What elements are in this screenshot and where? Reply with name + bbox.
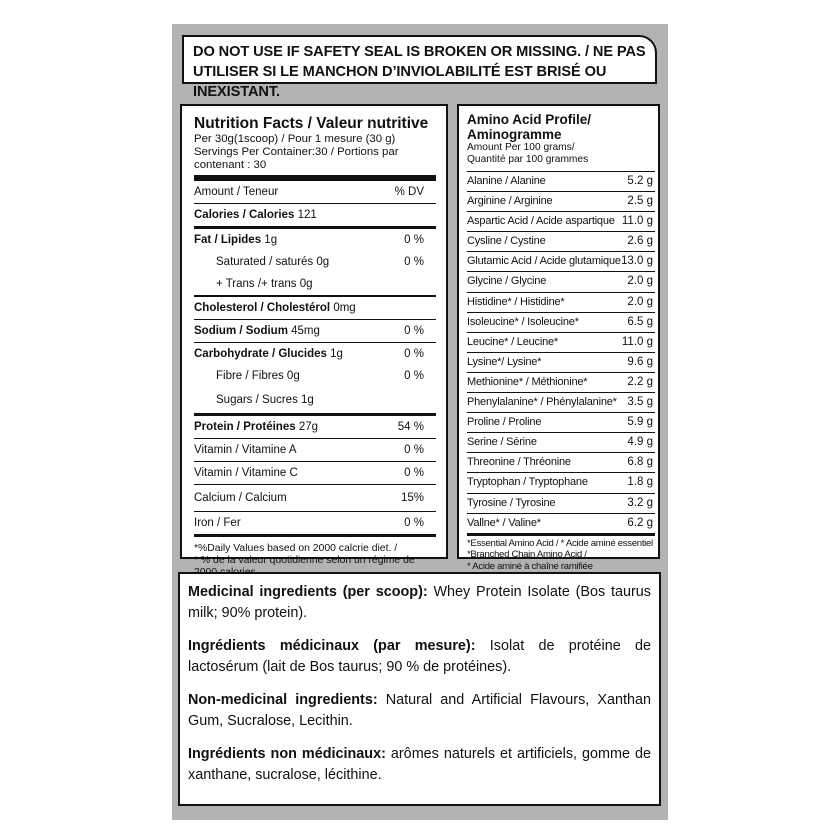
safety-seal-warning — [182, 35, 657, 100]
amino-value: 4.9 g — [627, 436, 653, 449]
amino-row — [467, 452, 655, 472]
iron-row — [194, 511, 436, 534]
carbohydrate-label: Carbohydrate / Glucides — [194, 348, 327, 360]
sodium-dv: 0 % — [404, 325, 424, 337]
ingredients-box — [178, 572, 661, 806]
amino-value: 11.0 g — [621, 335, 653, 348]
amino-row — [467, 493, 655, 513]
amino-value: 13.0 g — [621, 255, 653, 268]
amino-row — [467, 372, 655, 392]
amino-name: Tyrosine / Tyrosine — [467, 496, 556, 509]
protein-dv: 54 % — [397, 421, 424, 433]
amino-row — [467, 412, 655, 432]
amino-title-1: Amino Acid Profile/ — [467, 112, 592, 127]
amino-name: Alanine / Alanine — [467, 175, 546, 187]
vitamin-c-dv: 0 % — [404, 467, 424, 479]
amino-name: Vallne* / Valine* — [467, 516, 541, 529]
amino-value: 9.6 g — [627, 355, 653, 368]
medicinal-fr-text: Isolat de protéine de lactosérum (lait de Bos taurus; 90 % de protéines). — [188, 638, 652, 675]
amino-name: Threonine / Thréonine — [467, 456, 571, 469]
amino-value: 11.0 g — [621, 215, 653, 228]
calories-value: 121 — [297, 209, 317, 221]
amino-row — [467, 312, 655, 332]
calcium-dv: 15% — [400, 492, 424, 504]
trans-row — [194, 273, 436, 295]
amino-row — [467, 271, 655, 291]
vitamin-a-label: Vitamin / Vitamine A — [194, 444, 297, 456]
amino-value: 2.6 g — [627, 235, 653, 248]
trans-label: + Trans /+ trans 0g — [216, 278, 313, 290]
footnote-line-2: * % de la valeur quotidienne selon un régime de — [194, 555, 415, 566]
amino-sub-2: Quantité par 100 grammes — [467, 153, 589, 165]
amino-row — [467, 513, 655, 533]
amino-value: 6.5 g — [627, 315, 653, 328]
amino-value: 2.2 g — [627, 375, 653, 388]
vitamin-c-label: Vitamin / Vitamine C — [194, 467, 298, 479]
amino-name: Arginine / Arginine — [467, 195, 553, 208]
protein-row — [194, 416, 436, 438]
serving-size: Per 30g(1scoop) / Pour 1 mesure (30 g) — [194, 133, 396, 145]
amino-name: Glutamic Acid / Acide glutamique — [467, 255, 621, 268]
carbohydrate-dv: 0 % — [404, 348, 424, 360]
fat-value: 1g — [264, 234, 278, 246]
amino-row — [467, 352, 655, 372]
amino-row — [467, 191, 655, 211]
amino-name: Proline / Proline — [467, 416, 542, 429]
cholesterol-label: Cholesterol / Cholestérol — [194, 302, 331, 314]
amino-name: Cysline / Cystine — [467, 235, 546, 248]
calcium-row — [194, 484, 436, 511]
amino-row — [467, 472, 655, 492]
amino-name: Histidine* / Histidine* — [467, 295, 565, 308]
saturated-dv: 0 % — [404, 256, 424, 268]
sugars-row — [194, 387, 436, 413]
nonmedicinal-fr-text: arômes naturels et artificiels, gomme de xanthane, sucralose, lécithine. — [188, 746, 652, 783]
amino-row — [467, 211, 655, 231]
warning-line-2: UTILISER SI LE MANCHON D’INVIOLABILITÉ EST BRISÉ OU INEXISTANT. — [193, 64, 607, 100]
servings-per-container: Servings Per Container:30 / Portions par contenant : 30 — [194, 146, 399, 171]
nf-header-row — [194, 181, 436, 203]
amino-footnote — [467, 533, 655, 573]
amino-row — [467, 392, 655, 412]
amino-acid-profile — [457, 104, 660, 572]
sugars-label: Sugars / Sucres 1g — [216, 394, 314, 406]
amino-value: 5.2 g — [627, 175, 653, 187]
amino-name: Lysine*/ Lysine* — [467, 355, 542, 368]
amino-sub-1: Amount Per 100 grams/ — [467, 142, 575, 153]
amino-row — [467, 292, 655, 312]
medicinal-ingredients-fr — [188, 636, 651, 678]
amino-value: 6.8 g — [627, 456, 653, 469]
medicinal-en-label: Medicinal ingredients (per scoop): — [188, 584, 428, 600]
protein-value: 27g — [298, 421, 318, 433]
calories-row — [194, 203, 436, 226]
amino-name: Leucine* / Leucine* — [467, 335, 558, 348]
amino-value: 3.2 g — [627, 496, 653, 509]
amino-name: Phenylalanine* / Phénylalanine* — [467, 396, 617, 409]
calories-label: Calories / Calories — [194, 209, 295, 221]
calcium-label: Calcium / Calcium — [194, 492, 287, 504]
amino-row — [467, 332, 655, 352]
amino-value: 1.8 g — [627, 476, 653, 489]
iron-dv: 0 % — [404, 517, 424, 529]
carbohydrate-value: 1g — [330, 348, 343, 360]
nonmedicinal-fr-label: Ingrédients non médicinaux: — [188, 746, 386, 762]
fat-row — [194, 229, 436, 251]
nutrition-facts-table — [180, 104, 448, 566]
nutrition-title: Nutrition Facts / Valeur nutritive — [194, 115, 429, 132]
cholesterol-value: 0mg — [333, 302, 356, 314]
amino-title-2: Aminogramme — [467, 127, 562, 142]
cholesterol-row — [194, 295, 436, 319]
amino-foot-1: *Essential Amino Acid / * Acide aminé essentiel — [467, 537, 653, 549]
amino-name: Aspartic Acid / Acide aspartique — [467, 215, 615, 228]
non-medicinal-ingredients-fr — [188, 744, 651, 786]
medicinal-ingredients-en — [188, 582, 651, 624]
amino-name: Glycine / Glycine — [467, 275, 547, 288]
fibre-row — [194, 365, 436, 387]
warning-line-1: DO NOT USE IF SAFETY SEAL IS BROKEN OR MISSING. / NE PAS — [193, 44, 646, 60]
medicinal-en-text: Whey Protein Isolate (Bos taurus milk; 90% protein). — [188, 584, 652, 621]
nonmedicinal-en-text: Natural and Artificial Flavours, Xanthan Gum, Sucralose, Lecithin. — [188, 692, 652, 729]
vitamin-c-row — [194, 461, 436, 484]
amino-value: 6.2 g — [627, 516, 653, 529]
fibre-dv: 0 % — [404, 370, 424, 382]
sodium-row — [194, 319, 436, 342]
protein-label: Protein / Protéines — [194, 421, 296, 433]
amino-name: Serine / Sérine — [467, 436, 537, 449]
saturated-row — [194, 251, 436, 273]
amino-row — [467, 171, 655, 191]
sodium-label: Sodium / Sodium — [194, 325, 288, 337]
amino-value: 5.9 g — [627, 416, 653, 429]
amino-value: 2.0 g — [627, 275, 653, 288]
vitamin-a-row — [194, 438, 436, 461]
header-amount: Amount / Teneur — [194, 186, 279, 198]
amino-rows — [467, 171, 655, 533]
amino-value: 2.0 g — [627, 295, 653, 308]
amino-foot-3: * Acide aminé à chaîne ramifiée — [467, 560, 593, 572]
footnote-line-1: *%Daily Values based on 2000 calcrie diet. / — [194, 543, 398, 554]
saturated-label: Saturated / saturés 0g — [216, 256, 330, 268]
iron-label: Iron / Fer — [194, 517, 241, 529]
non-medicinal-ingredients-en — [188, 690, 651, 732]
amino-row — [467, 231, 655, 251]
amino-row — [467, 432, 655, 452]
amino-name: Methionine* / Méthionine* — [467, 375, 588, 388]
amino-value: 2.5 g — [627, 195, 653, 208]
fat-dv: 0 % — [404, 234, 424, 246]
amino-name: Tryptophan / Tryptophane — [467, 476, 588, 489]
amino-row — [467, 251, 655, 271]
fat-label: Fat / Lipides — [194, 234, 262, 246]
vitamin-a-dv: 0 % — [404, 444, 424, 456]
sodium-value: 45mg — [291, 325, 320, 337]
header-dv: % DV — [394, 186, 424, 198]
carbohydrate-row — [194, 342, 436, 365]
amino-value: 3.5 g — [627, 396, 653, 409]
amino-name: Isoleucine* / Isoleucine* — [467, 315, 579, 328]
nonmedicinal-en-label: Non-medicinal ingredients: — [188, 692, 378, 708]
medicinal-fr-label: Ingrédients médicinaux (par mesure): — [188, 638, 476, 654]
fibre-label: Fibre / Fibres 0g — [216, 370, 300, 382]
amino-foot-2: *Branched Chain Amino Acid / — [467, 549, 587, 561]
